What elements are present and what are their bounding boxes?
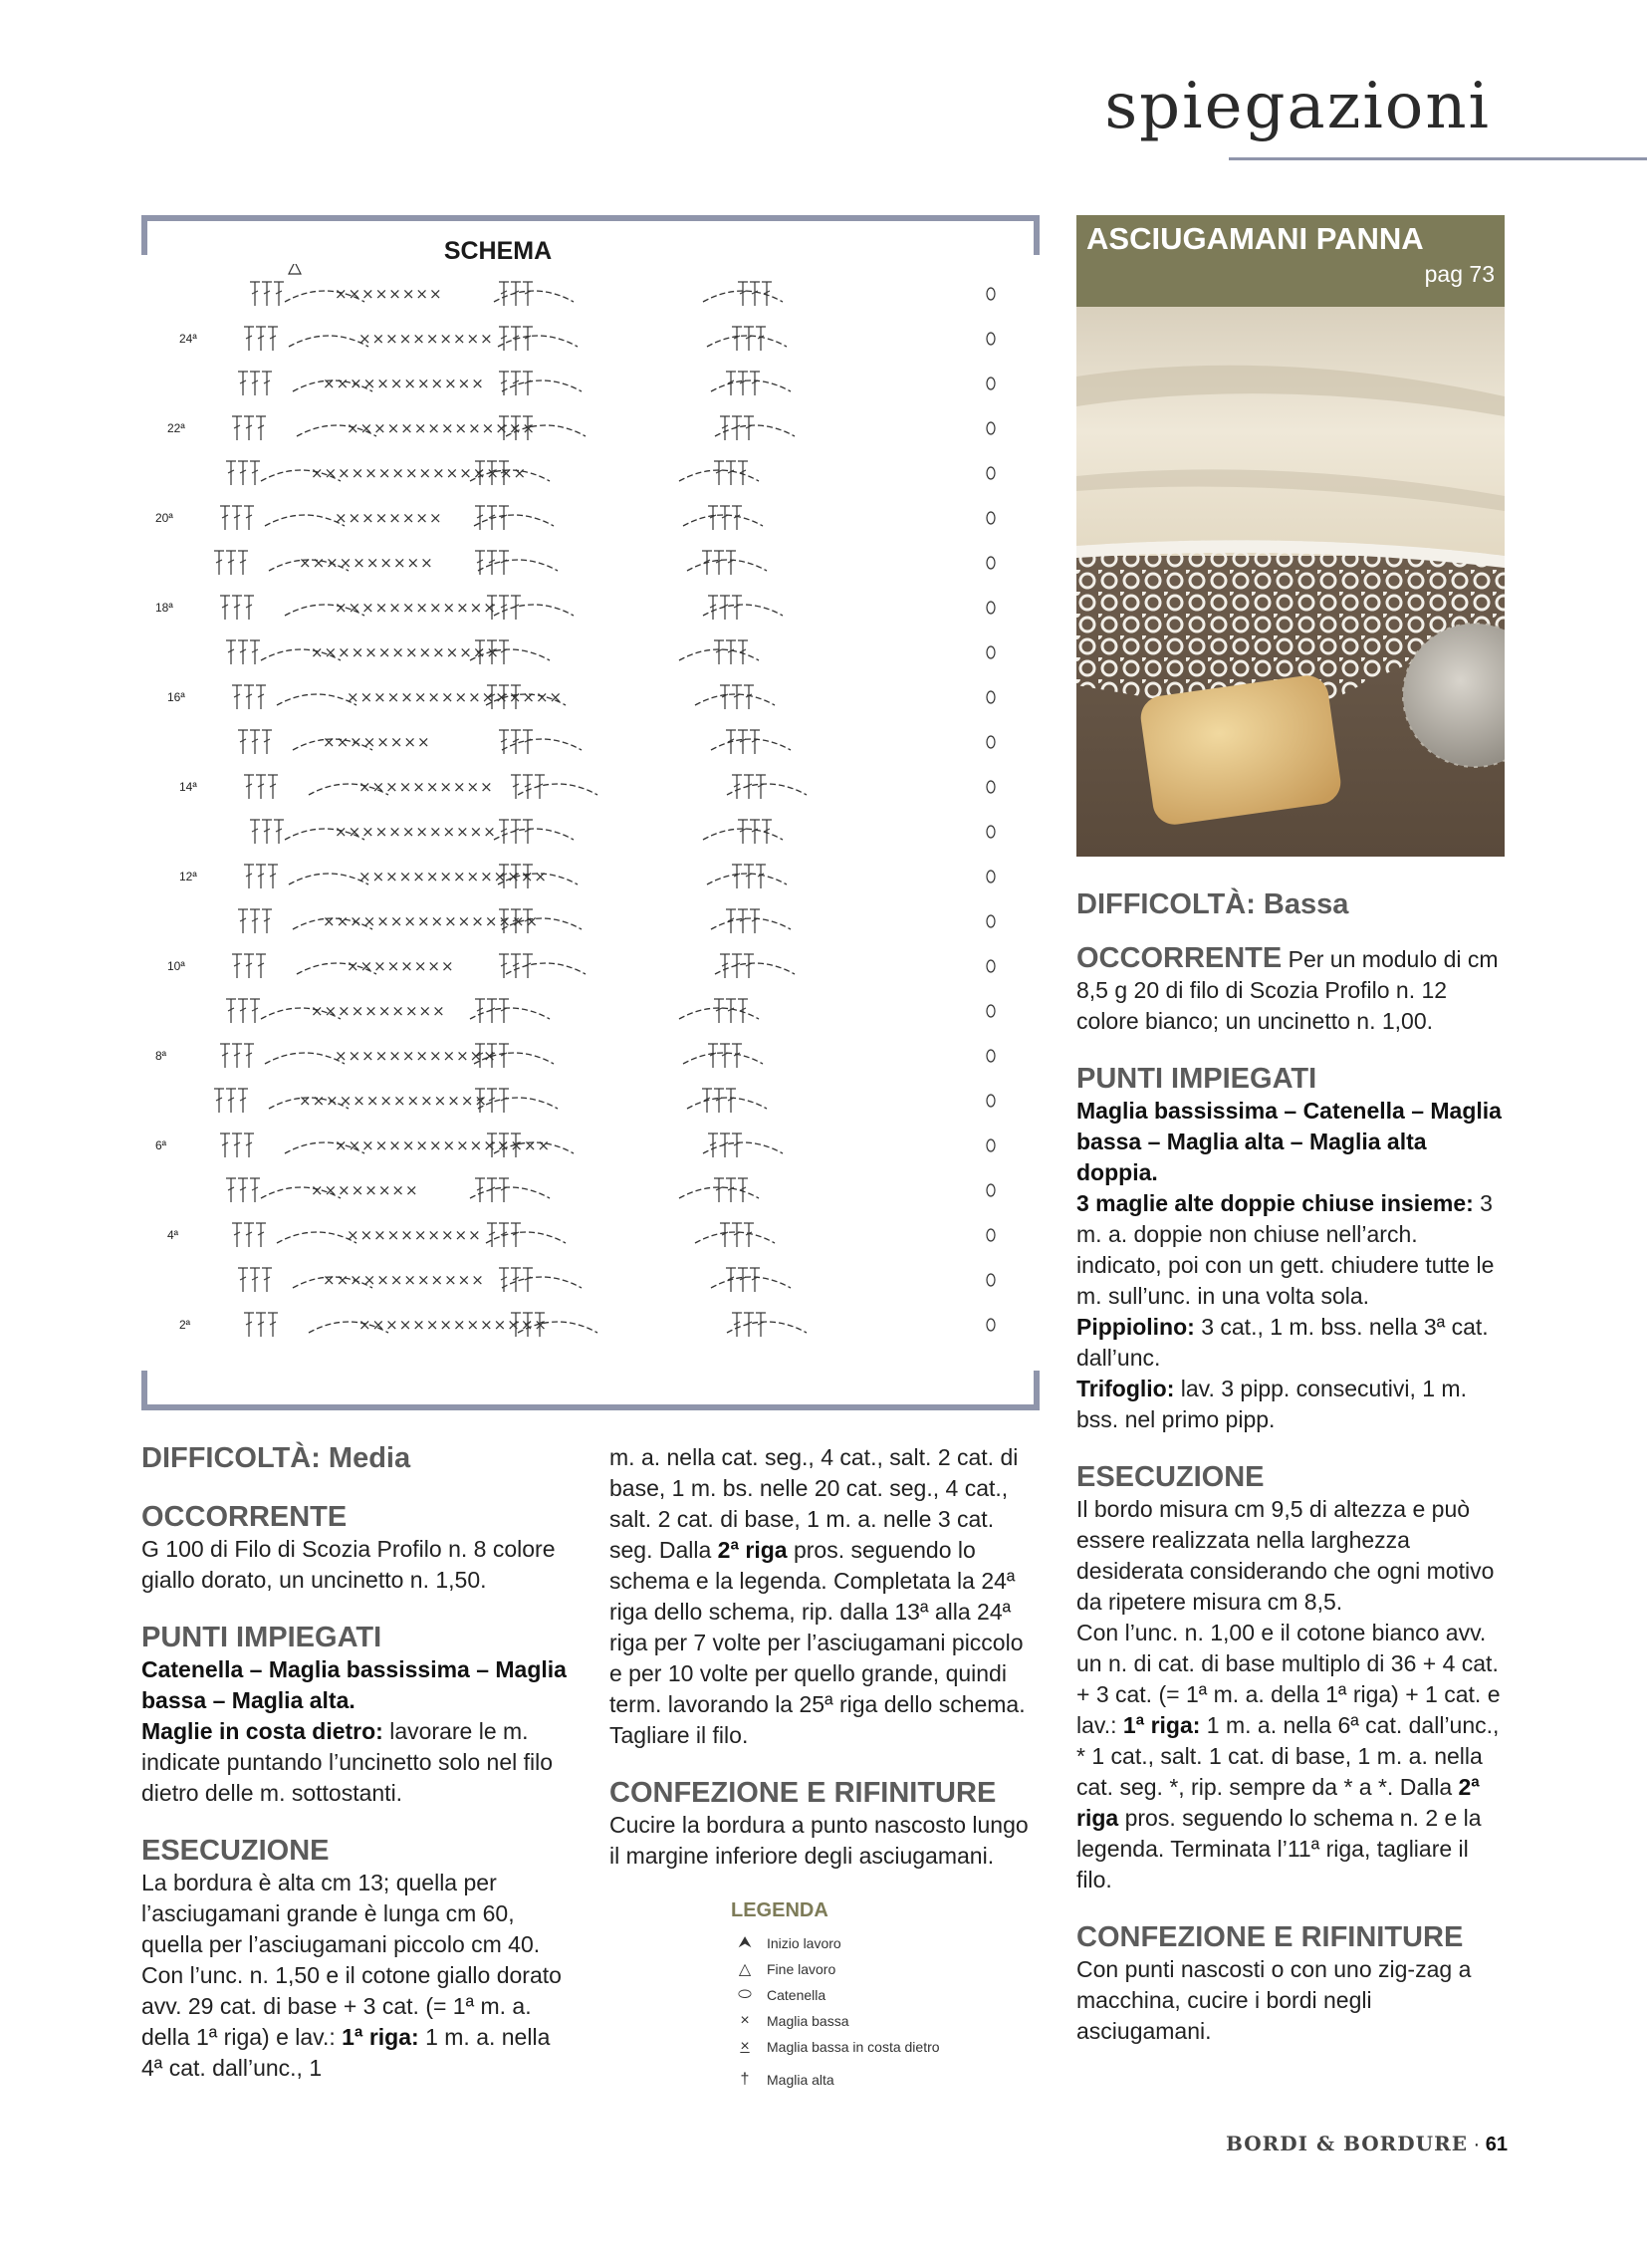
chain-arc bbox=[727, 784, 807, 795]
single-crochet-run: ×××××××××××××× bbox=[347, 419, 536, 437]
left-column-text bbox=[141, 1442, 572, 2084]
punti-list: Catenella – Maglia bassissima – Maglia bassa – Maglia alta. bbox=[141, 1656, 567, 1713]
frame-top-bar bbox=[141, 215, 1040, 221]
row-label: 12ª bbox=[179, 870, 197, 883]
confezione-heading: CONFEZIONE E RIFINITURE bbox=[1076, 1921, 1464, 1953]
chain-arc bbox=[727, 1322, 807, 1333]
single-crochet-run: ×××××××××××××× bbox=[358, 868, 548, 885]
chain-arc bbox=[470, 1008, 550, 1019]
chain-arc bbox=[687, 560, 767, 571]
single-crochet-run: ×××××××× bbox=[347, 957, 455, 975]
single-crochet-run: ×××××××××××××× bbox=[358, 1316, 548, 1334]
row-label: 22ª bbox=[167, 421, 185, 435]
row-label: 18ª bbox=[155, 601, 173, 615]
stitch-term: 3 maglie alte doppie chiuse insieme: bbox=[1076, 1190, 1474, 1216]
chain-stitch bbox=[987, 960, 995, 972]
magazine-name: BORDI & BORDURE bbox=[1225, 2132, 1468, 2155]
row-label: 24ª bbox=[179, 332, 197, 346]
chain-arc bbox=[502, 380, 582, 391]
esecuzione-text bbox=[1076, 1494, 1505, 1895]
chain-arc bbox=[703, 1142, 783, 1153]
single-crochet-run: ×××××××× bbox=[335, 509, 443, 527]
row-label: 6ª bbox=[155, 1138, 167, 1152]
fine-lavoro-icon: △ bbox=[738, 1961, 752, 1978]
esec-paragraph: pros. seguendo lo schema e la legenda. Completata la 24ª riga dello schema, rip. dalla 13ª alla 24ª riga per 7 volte per l’asciugamani piccolo e per 10 volte per quello grande, quindi term. lavorando la 25ª riga dello schema. Tagliare il filo. bbox=[609, 1537, 1026, 1748]
chain-arc bbox=[695, 694, 775, 705]
esec-paragraph: 1 m. a. nella 6ª cat. dall’unc., * 1 cat., salt. 1 cat. di base, 1 m. a. nella cat. seg. *, rip. sempre da * a *. Dalla bbox=[1076, 1712, 1500, 1800]
single-crochet-run: ×××××××××× bbox=[347, 1226, 482, 1244]
chain-arc bbox=[711, 918, 791, 929]
chain-arc bbox=[518, 784, 597, 795]
chain-arc bbox=[711, 739, 791, 750]
chain-arc bbox=[289, 874, 368, 884]
legend-item bbox=[731, 1930, 1040, 1956]
chain-arc bbox=[486, 1232, 566, 1243]
stitch-desc: lavorare le m. indicate puntando l’uncinetto solo nel filo dietro delle m. sottostanti. bbox=[141, 1718, 554, 1806]
row-label: 14ª bbox=[179, 780, 197, 794]
legend-item bbox=[731, 1956, 1040, 1982]
stitch-term: Maglie in costa dietro: bbox=[141, 1718, 383, 1744]
chain-arc bbox=[715, 425, 795, 436]
legend-item bbox=[731, 2008, 1040, 2034]
chain-stitch bbox=[987, 378, 995, 389]
esec-paragraph: La bordura è alta cm 13; quella per l’asciugamani grande è lunga cm 60, quella per l’asciugamani piccolo cm 40. bbox=[141, 1870, 541, 1957]
single-crochet-run: ×××××××××××× bbox=[335, 1047, 497, 1065]
occorrente-text: Per un modulo di cm 8,5 g 20 di filo di Scozia Profilo n. 12 colore bianco; un uncinetto n. 1,00. bbox=[1076, 946, 1499, 1034]
chain-arc bbox=[707, 336, 787, 347]
single-crochet-run: ×××××××××××××× bbox=[311, 643, 500, 661]
esec-paragraph: Il bordo misura cm 9,5 di altezza e può essere realizzata nella larghezza desiderata considerando che ogni motivo da ripetere misura cm 8,5. bbox=[1076, 1496, 1495, 1615]
chain-arc bbox=[474, 515, 554, 526]
chain-stitch bbox=[987, 467, 995, 479]
single-crochet-run: ×××××××××××× bbox=[323, 375, 485, 392]
chain-stitch bbox=[987, 646, 995, 658]
stitch-term: Trifoglio: bbox=[1076, 1376, 1175, 1401]
single-crochet-run: ×××××××× bbox=[323, 733, 431, 751]
chain-stitch bbox=[987, 1095, 995, 1107]
single-crochet-run: ×××××××××××× bbox=[335, 599, 497, 617]
chain-stitch bbox=[987, 333, 995, 345]
row-label: 2ª bbox=[179, 1318, 191, 1332]
chain-stitch bbox=[987, 1274, 995, 1286]
row-label: 8ª bbox=[155, 1049, 167, 1063]
chain-stitch bbox=[987, 1229, 995, 1241]
esecuzione-continued bbox=[609, 1442, 1040, 1751]
project-page-ref: pag 73 bbox=[1424, 261, 1495, 287]
row-label: 16ª bbox=[167, 690, 185, 704]
row-label: 10ª bbox=[167, 959, 185, 973]
single-crochet-run: ×××××××××× bbox=[358, 330, 494, 348]
chain-arc bbox=[506, 963, 586, 974]
single-crochet-run: ×××××××××××× bbox=[323, 1271, 485, 1289]
footer-separator: · bbox=[1473, 2134, 1481, 2155]
chain-stitch bbox=[987, 826, 995, 838]
page-footer bbox=[1226, 2132, 1508, 2156]
esec-paragraph: 1 m. a. nella 4ª cat. dall’unc., 1 bbox=[141, 2024, 551, 2081]
occorrente-heading: OCCORRENTE bbox=[1076, 942, 1283, 974]
right-column-text bbox=[1076, 888, 1505, 2047]
row-label: 4ª bbox=[167, 1228, 179, 1242]
chain-stitch bbox=[987, 736, 995, 748]
legend-label: Maglia bassa in costa dietro bbox=[767, 2039, 940, 2055]
chain-stitch bbox=[987, 1184, 995, 1196]
occorrente-text: G 100 di Filo di Scozia Profilo n. 8 colore giallo dorato, un uncinetto n. 1,50. bbox=[141, 1536, 556, 1593]
crochet-diagram bbox=[149, 264, 1016, 1380]
maglia-alta-icon: † bbox=[740, 2071, 750, 2088]
fine-lavoro-mark bbox=[289, 264, 301, 274]
chain-stitch bbox=[987, 288, 995, 300]
chain-stitch bbox=[987, 602, 995, 614]
single-crochet-run: ×××××××××× bbox=[311, 1002, 446, 1020]
single-crochet-run: ×××××××××××× bbox=[335, 823, 497, 841]
esec-paragraph: pros. seguendo lo schema n. 2 e la legenda. Terminata l’11ª riga, tagliare il filo. bbox=[1076, 1805, 1482, 1892]
chain-arc bbox=[289, 336, 368, 347]
difficulty-heading: DIFFICOLTÀ: Bassa bbox=[1076, 888, 1349, 920]
legend-label: Catenella bbox=[767, 1987, 826, 2003]
legend-item bbox=[731, 2034, 1040, 2060]
esec-paragraph: Con l’unc. n. 1,50 e il cotone giallo dorato avv. 29 cat. di base + 3 cat. (= 1ª m. a. della 1ª riga) e lav.: bbox=[141, 1962, 562, 2050]
legend bbox=[731, 1899, 1040, 2100]
occorrente-block bbox=[1076, 943, 1505, 1037]
row-label: 1ª riga: bbox=[342, 2024, 419, 2050]
project-title: ASCIUGAMANI PANNA bbox=[1086, 221, 1424, 256]
single-crochet-run: ×××××××××××××× bbox=[299, 1092, 488, 1110]
chain-arc bbox=[494, 291, 574, 302]
chain-arc bbox=[695, 1232, 775, 1243]
chain-arc bbox=[478, 1098, 558, 1109]
maglia-bassa-icon: × bbox=[740, 2012, 750, 2029]
maglia-bassa-costa-icon: × bbox=[740, 2038, 750, 2055]
chain-stitch bbox=[987, 1005, 995, 1017]
towel-lace-photo bbox=[1076, 307, 1505, 857]
chain-stitch bbox=[987, 1139, 995, 1151]
occorrente-heading: OCCORRENTE bbox=[141, 1501, 348, 1533]
chain-arc bbox=[711, 1277, 791, 1288]
confezione-text: Con punti nascosti o con uno zig-zag a macchina, cucire i bordi negli asciugamani. bbox=[1076, 1956, 1472, 2044]
chain-arc bbox=[498, 336, 578, 347]
schema-title: SCHEMA bbox=[443, 237, 553, 265]
frame-bottom-bar bbox=[141, 1404, 1040, 1410]
row-label: 20ª bbox=[155, 511, 173, 525]
chain-arc bbox=[687, 1098, 767, 1109]
legend-label: Inizio lavoro bbox=[767, 1935, 841, 1951]
stitch-term: Pippiolino: bbox=[1076, 1314, 1195, 1340]
chain-arc bbox=[265, 1053, 345, 1064]
chain-stitch bbox=[987, 781, 995, 793]
stitch-desc: lav. 3 pipp. consecutivi, 1 m. bss. nel primo pipp. bbox=[1076, 1376, 1467, 1432]
chain-arc bbox=[494, 829, 574, 840]
row-label: 2ª riga bbox=[717, 1537, 788, 1563]
frame-corner bbox=[1034, 215, 1040, 255]
single-crochet-run: ×××××××××××××××× bbox=[323, 912, 540, 930]
chain-stitch bbox=[987, 1050, 995, 1062]
esecuzione-heading: ESECUZIONE bbox=[1076, 1461, 1265, 1493]
esec-paragraph: Con l’unc. n. 1,00 e il cotone bianco avv. un n. di cat. di base multiplo di 36 + 4 cat. + 3 cat. (= 1ª m. a. della 1ª riga) + 1 cat. e lav.: bbox=[1076, 1620, 1501, 1738]
esecuzione-heading: ESECUZIONE bbox=[141, 1835, 330, 1867]
inizio-lavoro-icon: ⮝ bbox=[738, 1934, 752, 1951]
project-card-header bbox=[1076, 215, 1505, 307]
product-photo bbox=[1076, 307, 1505, 857]
stitch-desc: 3 cat., 1 m. bss. nella 3ª cat. dall’unc. bbox=[1076, 1314, 1489, 1371]
chain-arc bbox=[470, 1187, 550, 1198]
legend-label: Maglia bassa bbox=[767, 2013, 849, 2029]
chain-arc bbox=[265, 515, 345, 526]
punti-heading: PUNTI IMPIEGATI bbox=[141, 1622, 382, 1653]
chain-stitch bbox=[987, 1319, 995, 1331]
middle-column-text bbox=[609, 1442, 1040, 2100]
punti-block bbox=[141, 1654, 572, 1809]
punti-block bbox=[1076, 1096, 1505, 1435]
chain-arc bbox=[502, 739, 582, 750]
single-crochet-run: ×××××××××××××××× bbox=[335, 1136, 552, 1154]
legend-label: Fine lavoro bbox=[767, 1961, 836, 1977]
section-title: spiegazioni bbox=[1104, 70, 1491, 143]
chain-stitch bbox=[987, 691, 995, 703]
single-crochet-run: ×××××××× bbox=[335, 285, 443, 303]
chain-arc bbox=[277, 694, 356, 705]
chain-stitch bbox=[987, 557, 995, 569]
esec-paragraph: m. a. nella cat. seg., 4 cat., salt. 2 cat. di base, 1 m. bs. nelle 20 cat. seg., 4 cat., salt. 2 cat. di base, 1 m. a. nelle 3 cat. seg. Dalla bbox=[609, 1444, 1019, 1563]
catenella-icon: ⬭ bbox=[738, 1986, 752, 2003]
stitch-desc: 3 m. a. doppie non chiuse nell’arch. indicato, poi con un gett. chiudere tutte le m. sull’unc. in una volta sola. bbox=[1076, 1190, 1495, 1309]
chain-arc bbox=[703, 605, 783, 616]
chain-arc bbox=[277, 1232, 356, 1243]
chain-arc bbox=[502, 1277, 582, 1288]
punti-list: Maglia bassissima – Catenella – Maglia bassa – Maglia alta – Maglia alta doppia. bbox=[1076, 1098, 1502, 1185]
chain-arc bbox=[494, 605, 574, 616]
row-label: 2ª riga bbox=[1076, 1774, 1480, 1831]
chain-arc bbox=[715, 963, 795, 974]
legend-item bbox=[731, 1982, 1040, 2008]
difficulty-heading: DIFFICOLTÀ: Media bbox=[141, 1442, 411, 1474]
single-crochet-run: ×××××××××× bbox=[358, 778, 494, 796]
legend-label: Maglia alta bbox=[767, 2072, 834, 2088]
chain-stitch bbox=[987, 422, 995, 434]
confezione-text: Cucire la bordura a punto nascosto lungo il margine inferiore degli asciugamani. bbox=[609, 1812, 1029, 1869]
row-label: 1ª riga: bbox=[1122, 1712, 1201, 1738]
chain-arc bbox=[707, 874, 787, 884]
single-crochet-run: ×××××××× bbox=[311, 1181, 419, 1199]
single-crochet-run: ×××××××××××××××× bbox=[347, 688, 564, 706]
confezione-heading: CONFEZIONE E RIFINITURE bbox=[609, 1777, 997, 1809]
chain-stitch bbox=[987, 512, 995, 524]
single-crochet-run: ×××××××××××××××× bbox=[311, 464, 528, 482]
legend-title: LEGENDA bbox=[731, 1899, 828, 1921]
punti-heading: PUNTI IMPIEGATI bbox=[1076, 1063, 1317, 1095]
chain-stitch bbox=[987, 871, 995, 882]
chain-arc bbox=[683, 515, 763, 526]
chain-arc bbox=[478, 560, 558, 571]
single-crochet-run: ×××××××××× bbox=[299, 554, 434, 572]
section-rule bbox=[1229, 157, 1647, 160]
legend-list bbox=[731, 1930, 1040, 2100]
chain-stitch bbox=[987, 915, 995, 927]
esecuzione-text bbox=[141, 1868, 572, 2084]
chain-arc bbox=[711, 380, 791, 391]
legend-item bbox=[731, 2060, 1040, 2100]
page-number: 61 bbox=[1485, 2134, 1508, 2155]
chain-arc bbox=[683, 1053, 763, 1064]
